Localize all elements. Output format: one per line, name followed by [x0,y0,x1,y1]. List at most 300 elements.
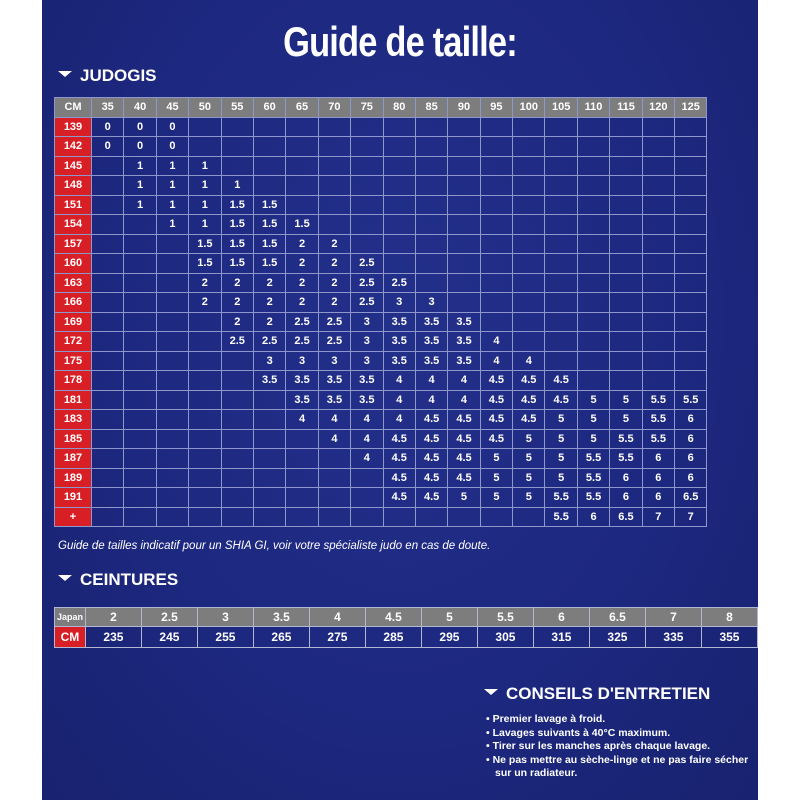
size-cell: 2 [286,273,318,293]
table-row [55,468,707,488]
size-cell: 7 [675,507,707,527]
size-cell: 4 [480,351,512,371]
size-cell: 5 [545,468,577,488]
weight-header-cell: 70 [318,98,350,118]
size-cell: 4 [351,410,383,430]
size-cell: 4.5 [415,468,447,488]
size-cell [221,351,253,371]
size-cell [156,254,188,274]
size-cell: 0 [156,117,188,137]
size-cell: 5 [577,429,609,449]
size-cell [124,234,156,254]
size-cell [286,176,318,196]
care-tips-list [486,713,758,781]
size-cell [156,312,188,332]
size-cell [318,156,350,176]
size-cell: 4.5 [480,390,512,410]
belt-size-cell: 5.5 [477,608,533,627]
page-title: Guide de taille: [283,18,517,65]
size-cell [253,390,285,410]
size-cell [189,429,221,449]
size-cell [221,371,253,391]
size-cell [124,468,156,488]
size-cell: 4.5 [513,371,545,391]
size-cell [92,234,124,254]
size-cell [545,351,577,371]
size-cell: 2 [221,273,253,293]
size-cell [92,468,124,488]
weight-header-cell: 105 [545,98,577,118]
size-cell [156,468,188,488]
size-cell: 2.5 [286,312,318,332]
size-cell: 4 [351,429,383,449]
size-cell: 2 [253,312,285,332]
size-cell: 5.5 [642,429,674,449]
size-cell: 2.5 [351,273,383,293]
weight-header-cell: 40 [124,98,156,118]
size-cell [415,234,447,254]
weight-header-cell: 90 [448,98,480,118]
size-cell: 3 [351,351,383,371]
size-cell [92,293,124,313]
ceintures-heading: CEINTURES [80,570,179,589]
chevron-down-icon [58,573,72,587]
size-cell [92,429,124,449]
size-cell [221,429,253,449]
size-cell: 2 [253,293,285,313]
size-cell [610,273,642,293]
size-cell [545,273,577,293]
table-row [55,390,707,410]
size-cell: 5 [480,468,512,488]
size-cell: 4.5 [448,449,480,469]
size-cell [545,254,577,274]
size-cell: 5 [545,429,577,449]
size-cell: 4.5 [415,410,447,430]
size-cell: 5 [577,410,609,430]
size-cell [156,507,188,527]
size-guide-poster [42,0,758,800]
size-cell: 5.5 [545,507,577,527]
size-cell: 6.5 [675,488,707,508]
size-cell: 0 [124,137,156,157]
size-cell [545,195,577,215]
size-cell [642,117,674,137]
size-cell [545,176,577,196]
size-cell: 5 [480,449,512,469]
size-cell [124,390,156,410]
size-cell [415,215,447,235]
size-cell [545,293,577,313]
size-cell: 5 [513,429,545,449]
chevron-down-icon [58,69,72,83]
size-guide-note: Guide de tailles indicatif pour un SHIA GI, voir votre spécialiste judo en cas de doute. [58,540,491,552]
size-cell [675,332,707,352]
size-cell [513,254,545,274]
height-label-cell: 145 [55,156,92,176]
size-cell: 5 [610,390,642,410]
size-cell [415,137,447,157]
size-cell [383,215,415,235]
care-tip-text: Ne pas mettre au sèche-linge et ne pas faire sécher sur un radiateur. [492,753,749,779]
size-cell: 2.5 [351,254,383,274]
belt-size-cell: 3 [197,608,253,627]
size-cell [480,254,512,274]
size-cell: 3 [351,312,383,332]
size-cell: 3 [383,293,415,313]
size-cell [221,156,253,176]
size-cell: 4 [318,410,350,430]
size-cell [221,117,253,137]
size-cell [610,176,642,196]
size-cell [448,117,480,137]
size-cell [189,390,221,410]
weight-header-cell: 35 [92,98,124,118]
belt-length-cell: 265 [253,627,309,648]
size-cell: 2 [221,293,253,313]
belt-size-cell: 2.5 [141,608,197,627]
size-cell [642,273,674,293]
size-cell [92,176,124,196]
size-cell: 6 [642,449,674,469]
size-cell [221,507,253,527]
size-cell [513,215,545,235]
table-row [55,410,707,430]
size-cell: 4.5 [383,488,415,508]
size-cell: 5.5 [577,488,609,508]
size-cell: 6 [610,468,642,488]
size-cell [545,312,577,332]
size-cell: 1.5 [221,215,253,235]
size-cell [675,351,707,371]
size-cell [513,176,545,196]
table-row [55,273,707,293]
size-cell [383,117,415,137]
size-cell [448,273,480,293]
size-cell: 6 [642,488,674,508]
size-cell [415,273,447,293]
size-cell [577,351,609,371]
size-cell: 4 [415,390,447,410]
table-row [55,117,707,137]
size-cell [545,332,577,352]
size-cell: 5.5 [610,449,642,469]
size-cell [92,332,124,352]
size-cell [513,507,545,527]
size-cell [253,507,285,527]
size-cell [156,351,188,371]
size-cell: 1.5 [253,254,285,274]
size-cell [545,215,577,235]
belt-length-cell: 325 [589,627,645,648]
size-cell [189,488,221,508]
size-cell [221,449,253,469]
size-cell [513,117,545,137]
size-cell: 3 [318,351,350,371]
size-cell [610,215,642,235]
size-cell [642,371,674,391]
size-cell [253,488,285,508]
size-cell [156,449,188,469]
size-cell: 6 [675,468,707,488]
size-cell [156,234,188,254]
conseils-section-heading [484,684,710,704]
size-cell [577,273,609,293]
size-cell [156,293,188,313]
size-cell [675,254,707,274]
size-cell [92,390,124,410]
height-label-cell: 181 [55,390,92,410]
size-cell [221,137,253,157]
size-cell: 1.5 [221,195,253,215]
size-cell [286,156,318,176]
size-cell [221,468,253,488]
size-cell [286,468,318,488]
size-cell [253,468,285,488]
size-cell [351,137,383,157]
size-cell [383,234,415,254]
size-cell: 4.5 [480,410,512,430]
size-cell: 4 [415,371,447,391]
size-cell [448,137,480,157]
size-cell [577,176,609,196]
size-cell [286,449,318,469]
size-cell [92,449,124,469]
size-cell [92,371,124,391]
size-cell [351,215,383,235]
size-cell: 3.5 [253,371,285,391]
care-tip-item [486,713,758,727]
size-cell [124,410,156,430]
belt-size-cell: 7 [645,608,701,627]
size-cell [448,176,480,196]
size-cell [642,137,674,157]
size-cell: 1 [221,176,253,196]
height-label-cell: 183 [55,410,92,430]
size-cell: 3.5 [351,371,383,391]
size-cell: 6 [610,488,642,508]
belt-length-cell: 285 [365,627,421,648]
size-cell [253,449,285,469]
size-cell [156,390,188,410]
height-label-cell: + [55,507,92,527]
size-cell [675,176,707,196]
size-cell [675,371,707,391]
size-cell [124,254,156,274]
size-cell: 1.5 [253,234,285,254]
size-cell [480,176,512,196]
size-cell [92,312,124,332]
size-cell [351,176,383,196]
size-cell: 5 [513,488,545,508]
size-cell: 4.5 [383,468,415,488]
size-cell: 2 [318,273,350,293]
size-cell [318,507,350,527]
size-cell: 2 [318,254,350,274]
size-cell: 3.5 [448,312,480,332]
size-cell [675,156,707,176]
belt-size-cell: 4 [309,608,365,627]
size-cell: 6 [675,449,707,469]
size-cell [642,215,674,235]
size-cell: 3.5 [286,371,318,391]
weight-header-cell: 80 [383,98,415,118]
size-cell: 4 [448,390,480,410]
size-cell [124,488,156,508]
weight-header-cell: 75 [351,98,383,118]
belt-length-cell: 275 [309,627,365,648]
size-cell [318,117,350,137]
size-cell [124,507,156,527]
size-cell: 5 [480,488,512,508]
size-cell: 3 [253,351,285,371]
belt-size-cell: 6.5 [589,608,645,627]
table-row [55,176,707,196]
size-cell: 1 [124,176,156,196]
size-cell: 4.5 [415,488,447,508]
size-cell [448,293,480,313]
cm-corner-label: CM [55,98,92,118]
size-cell: 4 [383,390,415,410]
size-cell [642,312,674,332]
size-cell [577,234,609,254]
table-row [55,429,707,449]
size-cell: 2 [189,293,221,313]
size-cell [675,312,707,332]
size-cell [610,293,642,313]
size-cell [124,351,156,371]
size-cell: 4.5 [480,429,512,449]
size-cell [92,507,124,527]
size-cell [610,332,642,352]
size-cell: 5 [577,390,609,410]
size-cell [415,507,447,527]
weight-header-cell: 115 [610,98,642,118]
size-cell: 3 [351,332,383,352]
size-cell [577,254,609,274]
size-cell [92,410,124,430]
size-cell [318,176,350,196]
size-cell [545,234,577,254]
size-cell [480,507,512,527]
size-cell: 2 [286,234,318,254]
size-cell [189,351,221,371]
size-cell [675,117,707,137]
size-cell [513,195,545,215]
size-cell: 5 [610,410,642,430]
belt-length-cell: 305 [477,627,533,648]
size-cell: 4.5 [415,449,447,469]
size-cell [383,156,415,176]
size-cell [286,195,318,215]
size-cell: 6 [675,410,707,430]
table-row [55,351,707,371]
size-cell [577,293,609,313]
size-cell: 0 [92,137,124,157]
table-row [55,371,707,391]
size-cell [675,195,707,215]
size-cell: 4.5 [448,429,480,449]
size-cell [253,137,285,157]
size-cell [286,137,318,157]
size-cell [124,429,156,449]
size-cell: 4.5 [513,390,545,410]
size-cell [448,156,480,176]
size-cell: 4.5 [513,410,545,430]
size-cell [189,137,221,157]
size-cell [448,195,480,215]
judogis-heading: JUDOGIS [80,66,157,85]
size-cell [286,429,318,449]
belt-length-row [55,627,758,648]
size-cell [480,137,512,157]
size-cell [383,254,415,274]
size-cell [513,332,545,352]
size-cell [221,488,253,508]
size-cell [351,195,383,215]
size-cell [156,371,188,391]
height-label-cell: 163 [55,273,92,293]
belt-size-cell: 8 [701,608,757,627]
size-cell: 4.5 [383,449,415,469]
height-label-cell: 148 [55,176,92,196]
size-cell: 4.5 [545,371,577,391]
size-cell: 2 [286,254,318,274]
size-cell [513,273,545,293]
size-cell: 4 [480,332,512,352]
size-cell: 1.5 [253,215,285,235]
care-tip-text: Premier lavage à froid. [492,713,606,725]
height-label-cell: 142 [55,137,92,157]
height-label-cell: 169 [55,312,92,332]
size-cell: 3.5 [383,332,415,352]
size-cell: 5 [513,468,545,488]
size-cell: 1.5 [221,254,253,274]
size-cell: 3.5 [318,390,350,410]
size-cell [383,176,415,196]
size-cell: 7 [642,507,674,527]
size-cell [448,507,480,527]
size-cell: 4 [448,371,480,391]
size-cell [545,117,577,137]
table-row [55,234,707,254]
size-cell [124,332,156,352]
size-cell: 5 [513,449,545,469]
size-cell: 2.5 [351,293,383,313]
weight-header-cell: 85 [415,98,447,118]
size-cell: 2.5 [383,273,415,293]
size-cell [675,293,707,313]
height-label-cell: 185 [55,429,92,449]
table-row [55,312,707,332]
care-tip-item [486,740,758,754]
size-cell [577,215,609,235]
size-cell [577,137,609,157]
size-cell [92,215,124,235]
size-cell: 1 [124,195,156,215]
belt-size-row [55,608,758,627]
belt-size-cell: 4.5 [365,608,421,627]
size-cell [610,371,642,391]
size-cell: 3.5 [383,312,415,332]
size-cell [351,234,383,254]
size-cell: 4 [286,410,318,430]
belt-length-cell: 245 [141,627,197,648]
size-cell [415,117,447,137]
weight-header-cell: 50 [189,98,221,118]
bullet-icon: • [486,740,493,752]
size-cell [318,488,350,508]
